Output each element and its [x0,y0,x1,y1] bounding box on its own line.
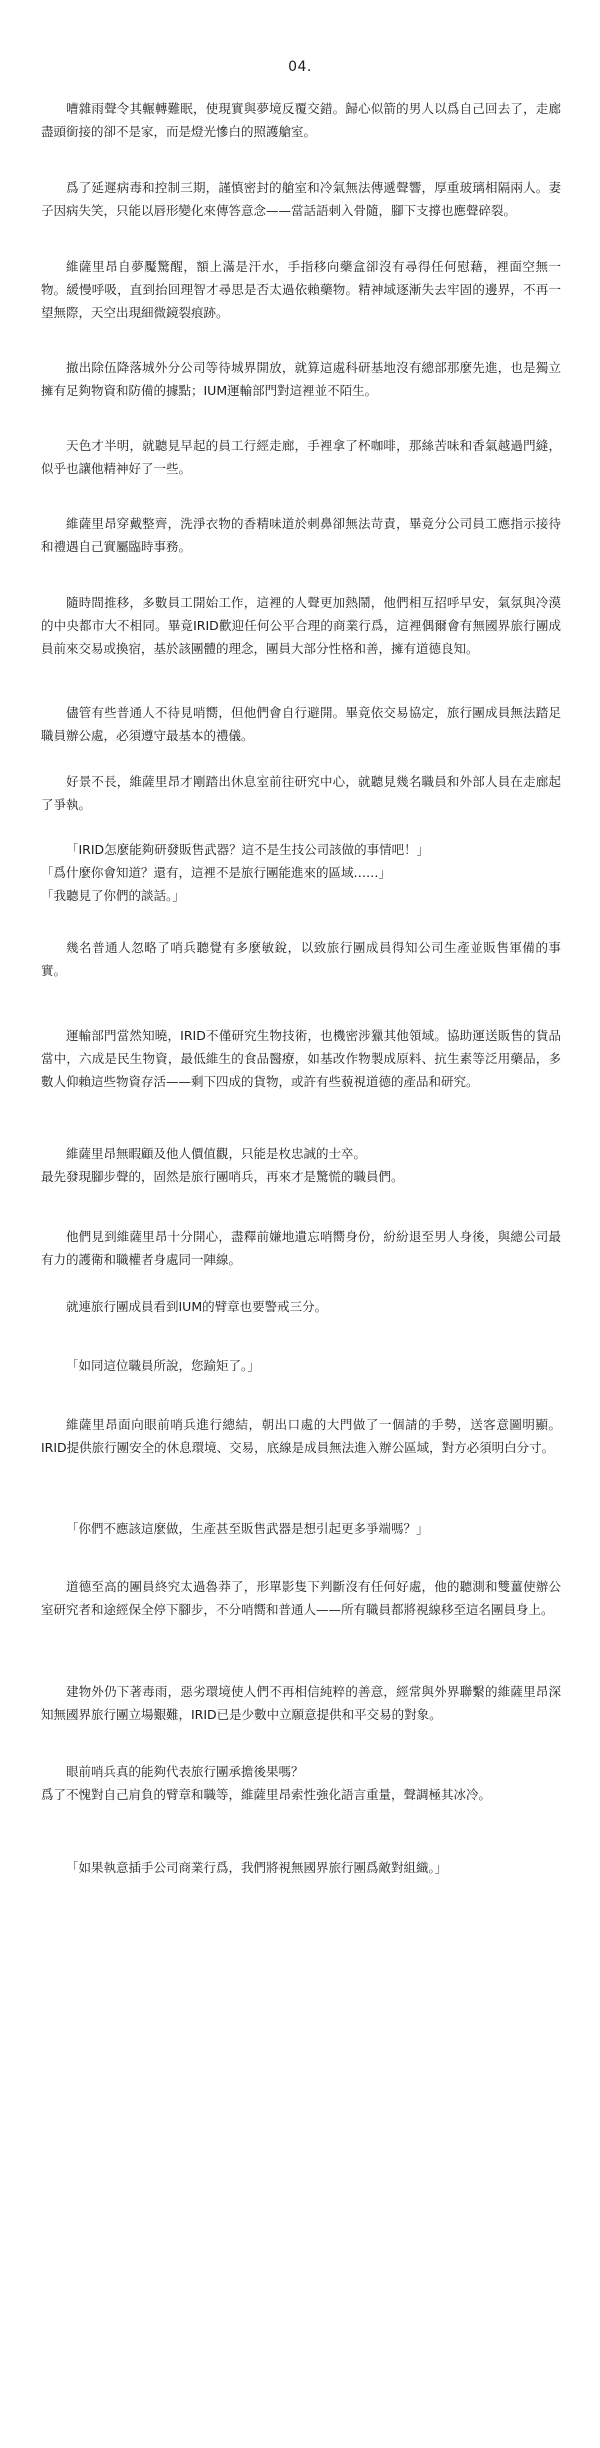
paragraph: 運輸部門當然知曉，IRID不僅研究生物技術，也機密涉獵其他領域。協助運送販售的貨品當中，六成是民生物資，最低維生的食品醫療，如基改作物製成原料、抗生素等泛用藥品，多數人仰賴這些物資存活——剩下四成的貨物，或許有些藐視道德的產品和研究。 [41,1028,561,1089]
paragraph: 眼前哨兵真的能夠代表旅行團承擔後果嗎？ 爲了不愧對自己肩負的臂章和職等，維薩里昂索性強化語言重量，聲調極其冰冷。 [41,1764,492,1802]
paragraph: 「如果執意插手公司商業行爲，我們將視無國界旅行團爲敵對組織。」 [66,1860,448,1875]
paragraph: 維薩里昂自夢魘驚醒，額上滿是汗水，手指移向藥盒卻沒有尋得任何慰藉，裡面空無一物。緩慢呼吸，直到抬回理智才尋思是否太過依賴藥物。精神域逐漸失去牢固的邊界，不再一望無際，天空出現細微鏡裂痕跡。 [41,259,561,320]
paragraph: 「IRID怎麼能夠研發販售武器？這不是生技公司該做的事情吧！」 「爲什麼你會知道？還有，這裡不是旅行團能進來的區域……」 「我聽見了你們的談話。」 [41,842,430,903]
paragraph: 隨時間推移，多數員工開始工作，這裡的人聲更加熱鬧，他們相互招呼早安，氣氛與冷漠的中央都市大不相同。畢竟IRID歡迎任何公平合理的商業行爲，這裡偶爾會有無國界旅行團成員前來交易或換宿，基於該團體的理念，團員大部分性格和善，擁有道德良知。 [41,595,561,656]
paragraph: 道德至高的團員終究太過魯莽了，形單影隻下判斷沒有任何好處，他的聽測和雙薑使辦公室研究者和途經保全停下腳步，不分哨嚮和普通人——所有職員都將視線移至這名團員身上。 [41,1579,561,1617]
paragraph: 撤出除伍降落城外分公司等待城界開放，就算這處科研基地沒有總部那麼先進，也是獨立擁有足夠物資和防備的據點；IUM運輸部門對這裡並不陌生。 [41,360,561,398]
paragraph: 儘管有些普通人不待見哨嚮，但他們會自行避開。畢竟依交易協定，旅行團成員無法踏足職員辦公處，必須遵守最基本的禮儀。 [41,705,561,743]
paragraph: 他們見到維薩里昂十分開心，盡釋前嫌地遺忘哨嚮身份，紛紛退至男人身後，與總公司最有力的護衛和職權者身處同一陣線。 [41,1229,561,1267]
paragraph: 維薩里昂穿戴整齊，洗淨衣物的香精味道於刺鼻卻無法苛責，畢竟分公司員工應指示接待和禮遇自己實屬臨時事務。 [41,516,561,554]
paragraph: 維薩里昂面向眼前哨兵進行總結，朝出口處的大門做了一個請的手勢，送客意圖明顯。IRID提供旅行團安全的休息環境、交易，底線是成員無法進入辦公區域，對方必須明白分寸。 [41,1417,561,1455]
paragraph: 「你們不應該這麼做，生產甚至販售武器是想引起更多爭端嗎？」 [66,1521,429,1536]
paragraph: 爲了延遲病毒和控制三期，謹慎密封的艙室和冷氣無法傳遞聲響，厚重玻璃相隔兩人。妻子因病失笑，只能以唇形變化來傳答意念——當話語刺入骨隨，腳下支撐也應聲碎裂。 [41,180,561,218]
paragraph: 建物外仍下著毒雨，惡劣環境使人們不再相信純粹的善意，經常與外界聯繫的維薩里昂深知無國界旅行團立場艱難，IRID已是少數中立願意提供和平交易的對象。 [41,1684,561,1722]
paragraph: 嘈雜雨聲令其輾轉難眠，使現實與夢境反覆交錯。歸心似箭的男人以爲自己回去了，走廊盡頭銜接的卻不是家，而是燈光慘白的照護艙室。 [41,101,561,139]
paragraph: 好景不長，維薩里昂才剛踏出休息室前往研究中心，就聽見幾名職員和外部人員在走廊起了爭執。 [41,774,561,812]
chapter-number: 04. [288,59,312,75]
paragraph: 天色才半明，就聽見早起的員工行經走廊，手裡拿了杯咖啡，那絲苦味和香氣越過門縫，似乎也讓他精神好了一些。 [41,438,561,476]
paragraph: 就連旅行團成員看到IUM的臂章也要警戒三分。 [66,1299,328,1314]
paragraph: 維薩里昂無暇顧及他人價值觀，只能是枚忠誠的士卒。 最先發現腳步聲的，固然是旅行團哨兵，再來才是驚慌的職員們。 [41,1146,404,1184]
paragraph: 幾名普通人忽略了哨兵聽覺有多麼敏銳，以致旅行團成員得知公司生產並販售軍備的事實。 [41,940,561,978]
paragraph: 「如同這位職員所說，您踰矩了。」 [66,1358,260,1373]
